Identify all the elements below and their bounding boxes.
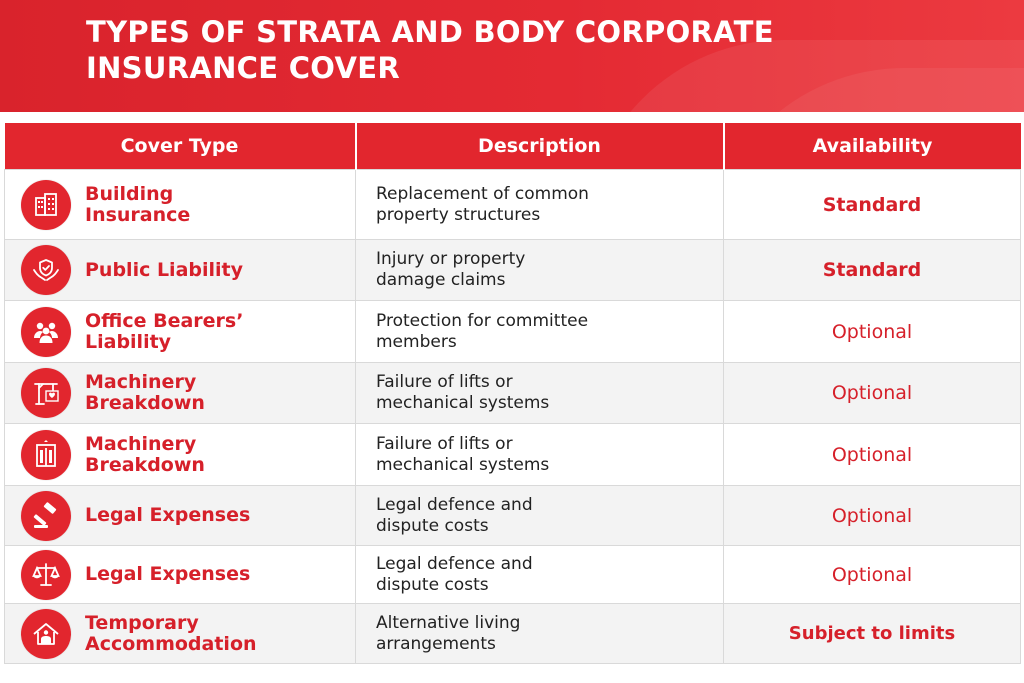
availability-cell: Optional — [724, 546, 1021, 604]
table-row — [5, 240, 1021, 301]
cover-type-label: Temporary Accommodation — [85, 611, 257, 655]
availability-cell: Standard — [724, 240, 1021, 301]
cover-type-label: Office Bearers’ Liability — [85, 309, 244, 353]
header-availability: Availability — [724, 123, 1021, 170]
page-title-line-1: TYPES OF STRATA AND BODY CORPORATE — [86, 15, 774, 49]
cover-type-cell — [5, 546, 356, 604]
cover-type-cell — [5, 424, 356, 486]
description-cell: Legal defence and dispute costs — [356, 546, 724, 604]
description-cell: Failure of lifts or mechanical systems — [356, 424, 724, 486]
table-row — [5, 363, 1021, 424]
cover-type-label: Machinery Breakdown — [85, 432, 205, 476]
availability-cell: Optional — [724, 424, 1021, 486]
cover-type-cell — [5, 363, 356, 424]
page-title-line-2: INSURANCE COVER — [86, 51, 400, 85]
cover-type-cell — [5, 604, 356, 664]
description-cell: Injury or property damage claims — [356, 240, 724, 301]
description-cell: Protection for committee members — [356, 301, 724, 363]
scales-icon — [21, 550, 71, 600]
shield-hands-icon — [21, 245, 71, 295]
table-row — [5, 486, 1021, 546]
header-cover-type: Cover Type — [5, 123, 356, 170]
page-title — [86, 14, 774, 86]
gavel-icon — [21, 491, 71, 541]
table-row — [5, 546, 1021, 604]
table-row — [5, 424, 1021, 486]
description-cell: Replacement of common property structures — [356, 170, 724, 240]
cover-type-label: Machinery Breakdown — [85, 371, 205, 414]
house-icon — [21, 609, 71, 659]
cover-type-cell — [5, 240, 356, 301]
availability-cell: Optional — [724, 486, 1021, 546]
table-row — [5, 170, 1021, 240]
availability-cell: Standard — [724, 170, 1021, 240]
availability-cell: Subject to limits — [724, 604, 1021, 664]
insurance-cover-table — [4, 123, 1021, 664]
table-row — [5, 301, 1021, 363]
elevator-icon — [21, 430, 71, 480]
description-cell: Legal defence and dispute costs — [356, 486, 724, 546]
cover-type-label: Legal Expenses — [85, 563, 251, 585]
description-cell: Alternative living arrangements — [356, 604, 724, 664]
availability-cell: Optional — [724, 301, 1021, 363]
title-banner — [0, 0, 1024, 112]
availability-cell: Optional — [724, 363, 1021, 424]
table-header-row — [5, 123, 1021, 170]
cover-type-label: Public Liability — [85, 258, 244, 281]
cover-type-cell — [5, 301, 356, 363]
table-row — [5, 604, 1021, 664]
crane-icon — [21, 368, 71, 418]
cover-type-cell — [5, 170, 356, 240]
people-icon — [21, 307, 71, 357]
cover-type-cell — [5, 486, 356, 546]
building-icon — [21, 180, 71, 230]
header-description: Description — [356, 123, 724, 170]
cover-type-label: Building Insurance — [85, 182, 191, 226]
cover-type-label: Legal Expenses — [85, 504, 251, 526]
description-cell: Failure of lifts or mechanical systems — [356, 363, 724, 424]
